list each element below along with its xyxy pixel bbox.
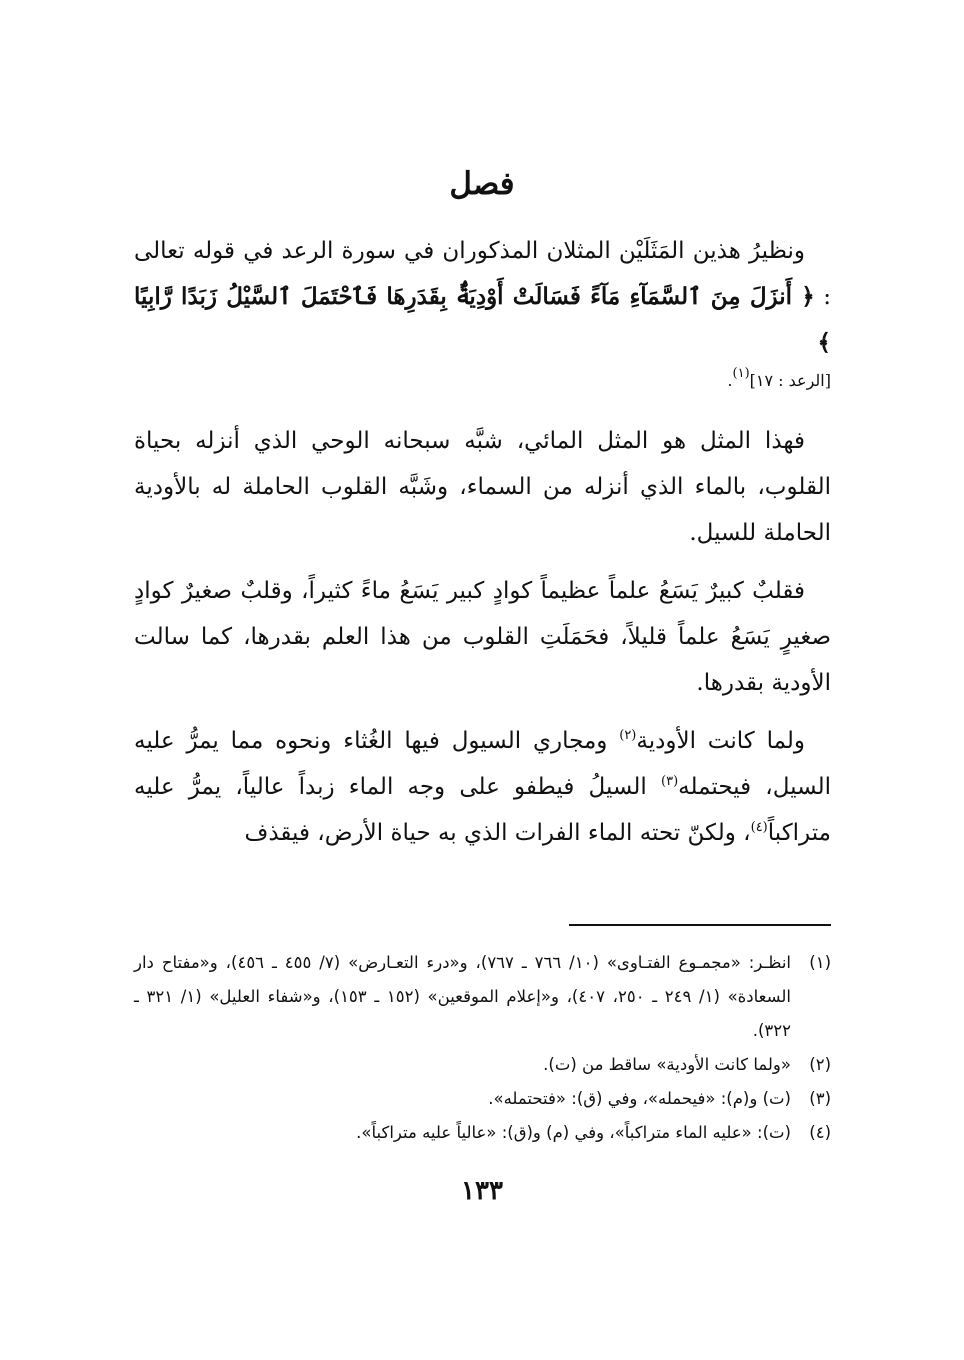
footnote-number: (٤) bbox=[809, 1123, 831, 1142]
quran-verse: ﴿ أَنزَلَ مِنَ ٱلسَّمَآءِ مَآءً فَسَالَتْ أَوْدِيَةٌۢ بِقَدَرِهَا فَٱحْتَمَلَ ٱلسَّيْلُ زَبَدًا رَّابِيًا ﴾ bbox=[134, 283, 831, 356]
footnote-text: «ولما كانت الأودية» ساقط من (ت). bbox=[543, 1055, 791, 1074]
paragraph-2: فهذا المثل هو المثل المائي، شبَّه سبحانه الوحي الذي أنزله بحياة القلوب، بالماء الذي أنزله من السماء، وشَبَّه القلوب الحاملة له بالأودية الحاملة للسيل. bbox=[134, 428, 831, 546]
footnote-3 bbox=[134, 1082, 831, 1116]
footnote-number: (٣) bbox=[809, 1089, 831, 1108]
section-heading: فصل bbox=[449, 166, 515, 202]
footnote-ref-3: (٣) bbox=[661, 774, 679, 789]
page-number: ١٣٣ bbox=[461, 1176, 503, 1206]
footnote-ref-2: (٢) bbox=[619, 728, 637, 743]
main-text bbox=[134, 228, 831, 856]
footnote-ref-1: (١) bbox=[732, 366, 750, 381]
footnote-text: (ت): «عليه الماء متراكباً»، وفي (م) و(ق): «عالياً عليه متراكباً». bbox=[356, 1123, 791, 1142]
verse-reference: [الرعد : ١٧] bbox=[749, 371, 831, 390]
verse-reference-end: . bbox=[727, 371, 733, 390]
footnote-2 bbox=[134, 1048, 831, 1082]
footnote-1 bbox=[134, 946, 831, 1048]
footnote-text: (ت) و(م): «فيحمله»، وفي (ق): «فتحتمله». bbox=[488, 1089, 791, 1108]
paragraph-1 bbox=[134, 228, 831, 366]
footnote-number: (١) bbox=[809, 953, 831, 972]
footnotes bbox=[134, 946, 831, 1150]
paragraph-4-part-b: ومجاري السيول فيها الغُثاء ونحوه مما يمرُّ عليه السيل، فيحتمله bbox=[134, 728, 832, 800]
footnote-separator bbox=[569, 924, 831, 926]
paragraph-1-intro: ونظيرُ هذين المَثَلَيْن المثلان المذكوران في سورة الرعد في قوله تعالى : bbox=[134, 238, 832, 310]
paragraph-4-part-a: ولما كانت الأودية bbox=[636, 728, 805, 754]
verse-reference-line bbox=[134, 366, 831, 396]
footnote-text: انظـر: «مجمـوع الفتـاوى» (١٠/ ٧٦٦ ـ ٧٦٧)، و«درء التعـارض» (٧/ ٤٥٥ ـ ٤٥٦)، و«مفتاح دار السعادة» (١/ ٢٤٩ ـ ٢٥٠، ٤٠٧)، و«إعلام الموقعين» (١٥٢ ـ ١٥٣)، و«شفاء العليل» (١/ ٣٢١ ـ ٣٢٢). bbox=[134, 953, 792, 1040]
footnote-ref-4: (٤) bbox=[750, 820, 768, 835]
paragraph-4 bbox=[134, 718, 831, 856]
paragraph-3: فقلبٌ كبيرٌ يَسَعُ علماً عظيماً كوادٍ كبير يَسَعُ ماءً كثيراً، وقلبٌ صغيرٌ كوادٍ صغيرٍ يَسَعُ علماً قليلاً، فحَمَلَتِ القلوب من هذا العلم بقدرها، كما سالت الأودية بقدرها. bbox=[134, 578, 831, 696]
paragraph-4-part-c: السيلُ فيطفو على وجه الماء زبداً عالياً، يمرُّ عليه متراكباً bbox=[134, 774, 831, 846]
footnote-number: (٢) bbox=[809, 1055, 831, 1074]
paragraph-4-part-d: ، ولكنّ تحته الماء الفرات الذي به حياة الأرض، فيقذف bbox=[244, 820, 751, 846]
footnote-4 bbox=[134, 1116, 831, 1150]
